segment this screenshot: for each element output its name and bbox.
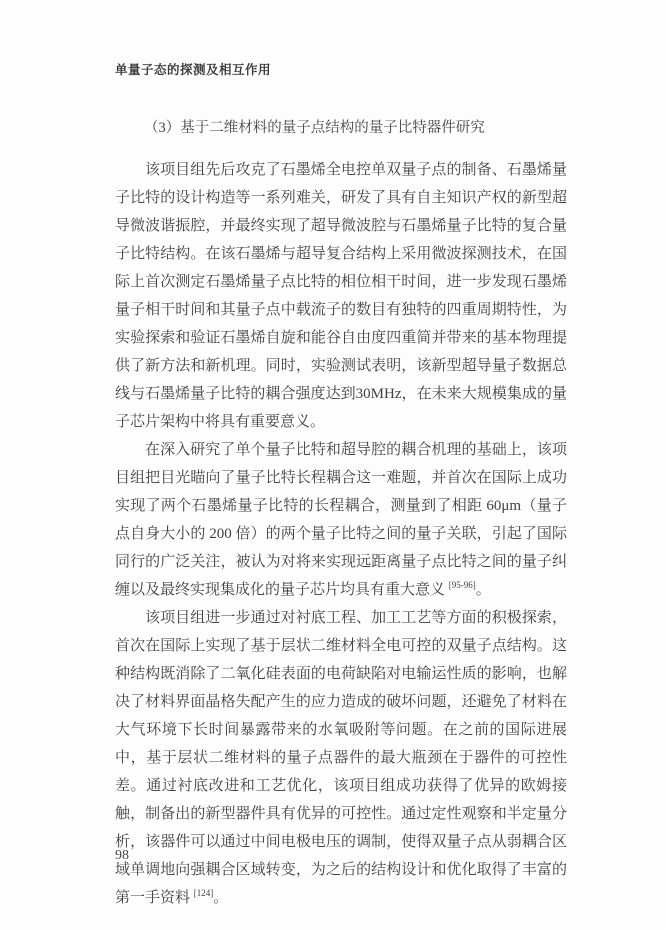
paragraph-text: 。 <box>213 890 229 906</box>
paragraph <box>115 604 567 912</box>
paragraph-text: 该项目组先后攻克了石墨烯全电控单双量子点的制备、石墨烯量子比特的设计构造等一系列难关，研发了具有自主知识产权的新型超导微波谐振腔，并最终实现了超导微波腔与石墨烯量子比特的复合量子比特结构。在该石墨烯与超导复合结构上采用微波探测技术，在国际上首次测定石墨烯量子点比特的相位相干时间，进一步发现石墨烯量子相干时间和其量子点中载流子的数目有独特的四重周期特性，为实验探索和验证石墨烯自旋和能谷自由度四重简并带来的基本物理提供了新方法和新机理。同时，实验测试表明，该新型超导量子数据总线与石墨烯量子比特的耦合强度达到30MHz，在未来大规模集成的量子芯片架构中将具有重要意义。 <box>115 162 567 430</box>
citation-ref: [95-96] <box>448 580 476 590</box>
body-text <box>115 156 567 912</box>
paragraph-text: 该项目组进一步通过对衬底工程、加工工艺等方面的积极探索，首次在国际上实现了基于层状二维材料全电可控的双量子点结构。这种结构既消除了二氧化硅表面的电荷缺陷对电输运性质的影响，也解决了材料界面晶格失配产生的应力造成的破坏问题，还避免了材料在大气环境下长时间暴露带来的水氧吸附等问题。在之前的国际进展中，基于层状二维材料的量子点器件的最大瓶颈在于器件的可控性差。通过衬底改进和工艺优化，该项目组成功获得了优异的欧姆接触，制备出的新型器件具有优异的可控性。通过定性观察和半定量分析，该器件可以通过中间电极电压的调制，使得双量子点从弱耦合区域单调地向强耦合区域转变，为之后的结构设计和优化取得了丰富的第一手资料 <box>115 610 567 906</box>
paragraph <box>115 156 567 436</box>
paragraph-text: 。 <box>475 582 491 598</box>
citation-ref: [124] <box>193 888 214 898</box>
paragraph <box>115 436 567 604</box>
page-number: 98 <box>115 848 129 863</box>
running-header: 单量子态的探测及相互作用 <box>115 63 272 77</box>
paragraph-text: 在深入研究了单个量子比特和超导腔的耦合机理的基础上，该项目组把目光瞄向了量子比特长程耦合这一难题，并首次在国际上成功实现了两个石墨烯量子比特的长程耦合，测量到了相距 60μm（量子点自身大小的 200 倍）的两个量子比特之间的量子关联，引起了国际同行的广泛关注，被认为对将来实现远距离量子点比特之间的量子纠缠以及最终实现集成化的量子芯片均具有重大意义 <box>115 442 567 598</box>
section-heading: （3）基于二维材料的量子点结构的量子比特器件研究 <box>144 120 485 136</box>
